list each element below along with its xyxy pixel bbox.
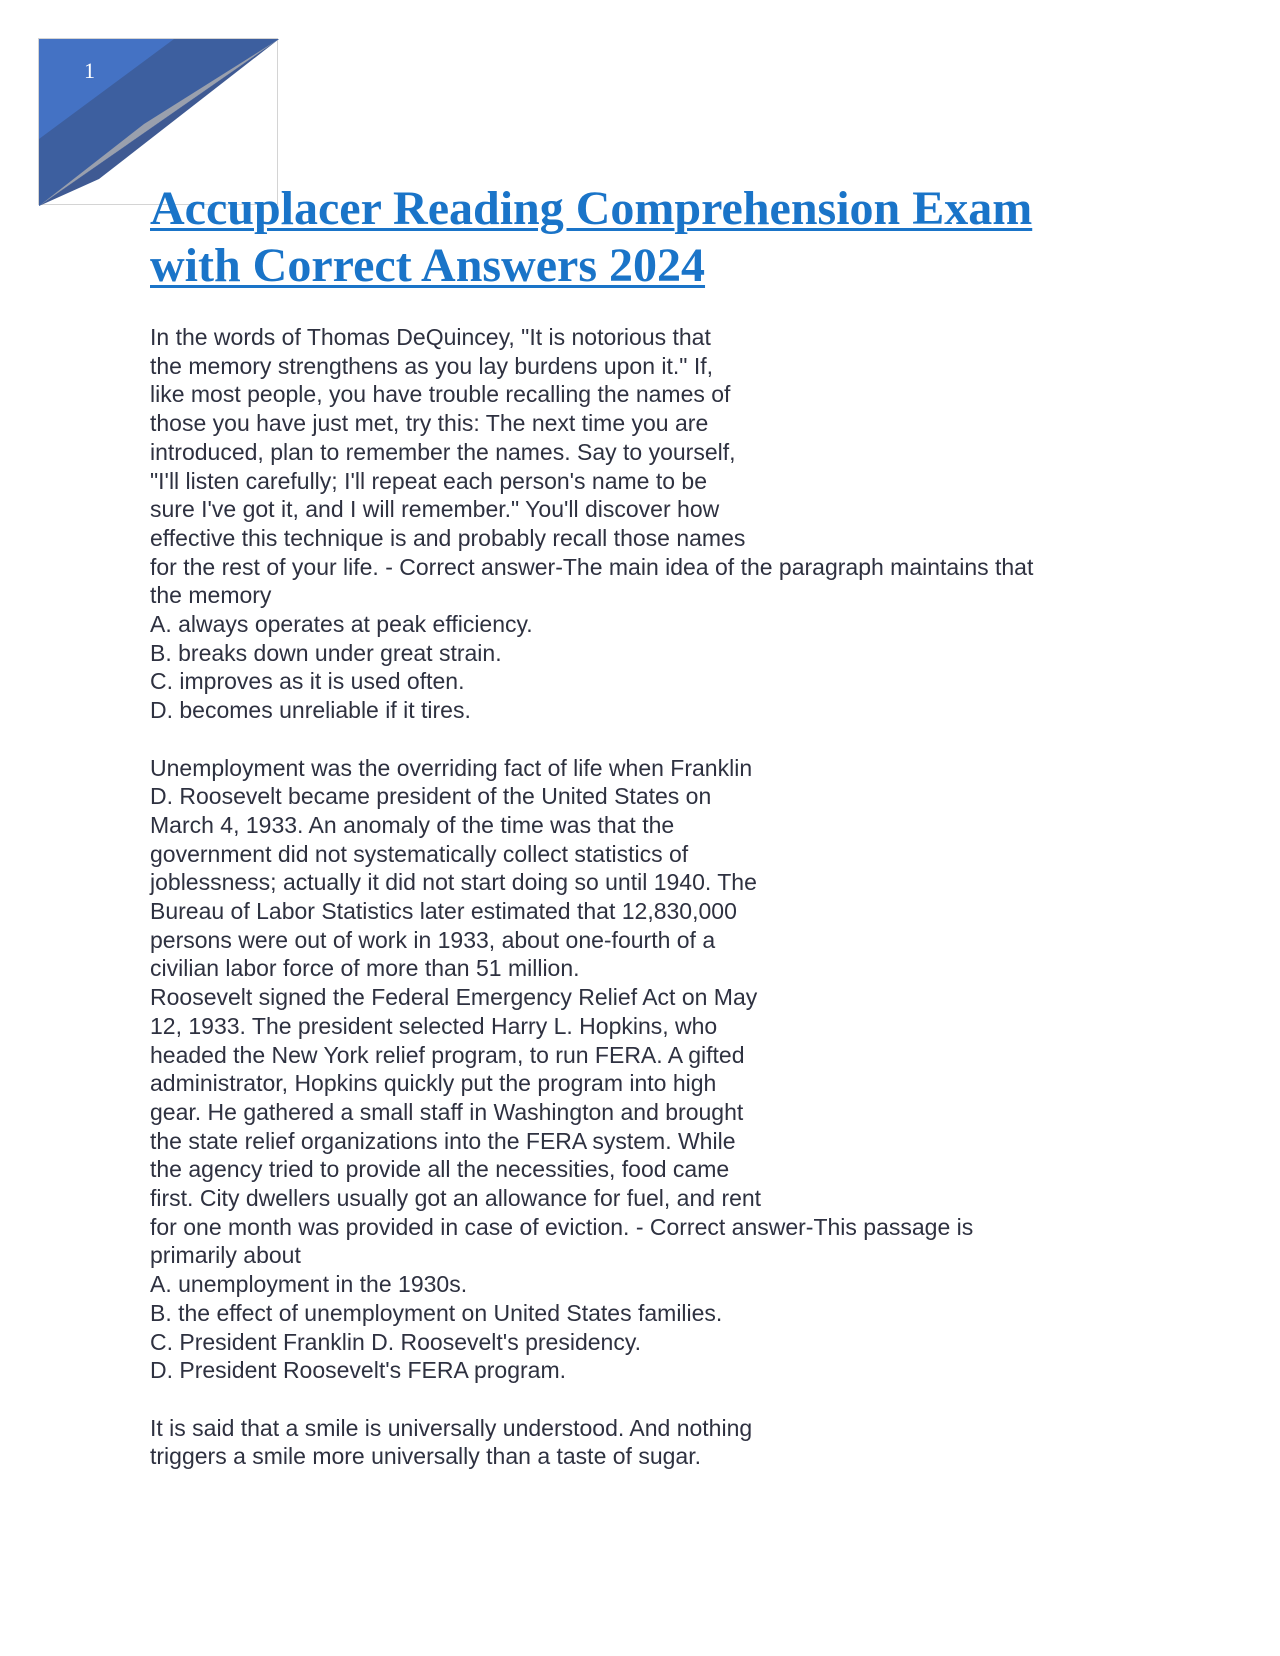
passage-line: joblessness; actually it did not start doing so until 1940. The [150, 869, 757, 896]
paragraph-spacer [150, 1385, 1190, 1414]
passage-line: 12, 1933. The president selected Harry L. Hopkins, who [150, 1012, 718, 1039]
passage-line: "I'll listen carefully; I'll repeat each person's name to be [150, 467, 708, 494]
answer-option: A. unemployment in the 1930s. [150, 1271, 468, 1298]
passage-line: the agency tried to provide all the necessities, food came [150, 1156, 730, 1183]
answer-option: A. always operates at peak efficiency. [150, 611, 533, 638]
passage-line: introduced, plan to remember the names. Say to yourself, [150, 438, 736, 465]
passage-line: administrator, Hopkins quickly put the program into high [150, 1070, 717, 1097]
passage-line: effective this technique is and probably recall those names [150, 524, 746, 551]
passage-line: headed the New York relief program, to run FERA. A gifted [150, 1041, 745, 1068]
answer-option: C. improves as it is used often. [150, 668, 465, 695]
passage-line: the memory [150, 582, 272, 609]
passage-line: Unemployment was the overriding fact of life when Franklin [150, 754, 753, 781]
question-block-3 [150, 1414, 1190, 1471]
question-block-2 [150, 754, 1190, 1385]
passage-line: civilian labor force of more than 51 million. [150, 955, 580, 982]
answer-option: D. becomes unreliable if it tires. [150, 697, 471, 724]
question-block-1 [150, 323, 1190, 725]
passage-line: It is said that a smile is universally understood. And nothing [150, 1414, 753, 1441]
passage-line: the memory strengthens as you lay burdens upon it." If, [150, 352, 714, 379]
passage-line: gear. He gathered a small staff in Washington and brought [150, 1098, 744, 1125]
passage-line: for one month was provided in case of eviction. - Correct answer-This passage is [150, 1213, 974, 1240]
passage-line: the state relief organizations into the FERA system. While [150, 1127, 736, 1154]
document-body [150, 323, 1190, 1471]
passage-line: first. City dwellers usually got an allowance for fuel, and rent [150, 1185, 762, 1212]
document-title[interactable] [150, 180, 1150, 294]
page-number: 1 [84, 58, 95, 83]
passage-line: March 4, 1933. An anomaly of the time was that the [150, 811, 675, 838]
passage-line: triggers a smile more universally than a taste of sugar. [150, 1443, 701, 1470]
passage-line: those you have just met, try this: The next time you are [150, 410, 709, 437]
passage-line: persons were out of work in 1933, about one-fourth of a [150, 926, 716, 953]
answer-option: D. President Roosevelt's FERA program. [150, 1357, 566, 1384]
passage-line: Bureau of Labor Statistics later estimated that 12,830,000 [150, 898, 737, 925]
paragraph-spacer [150, 725, 1190, 754]
passage-line: D. Roosevelt became president of the United States on [150, 783, 712, 810]
passage-line: In the words of Thomas DeQuincey, "It is notorious that [150, 324, 711, 350]
passage-line: for the rest of your life. - Correct answer-The main idea of the paragraph maintains that [150, 553, 1034, 580]
answer-option: B. the effect of unemployment on United States families. [150, 1299, 723, 1326]
answer-option: B. breaks down under great strain. [150, 639, 502, 666]
passage-line: Roosevelt signed the Federal Emergency Relief Act on May [150, 984, 758, 1011]
title-line: Accuplacer Reading Comprehension Exam [150, 182, 1033, 235]
passage-line: sure I've got it, and I will remember." You'll discover how [150, 496, 720, 523]
passage-line: government did not systematically collect statistics of [150, 840, 689, 867]
passage-line: like most people, you have trouble recalling the names of [150, 381, 731, 408]
passage-line: primarily about [150, 1242, 301, 1269]
title-line: with Correct Answers 2024 [150, 239, 706, 292]
answer-option: C. President Franklin D. Roosevelt's presidency. [150, 1328, 641, 1355]
